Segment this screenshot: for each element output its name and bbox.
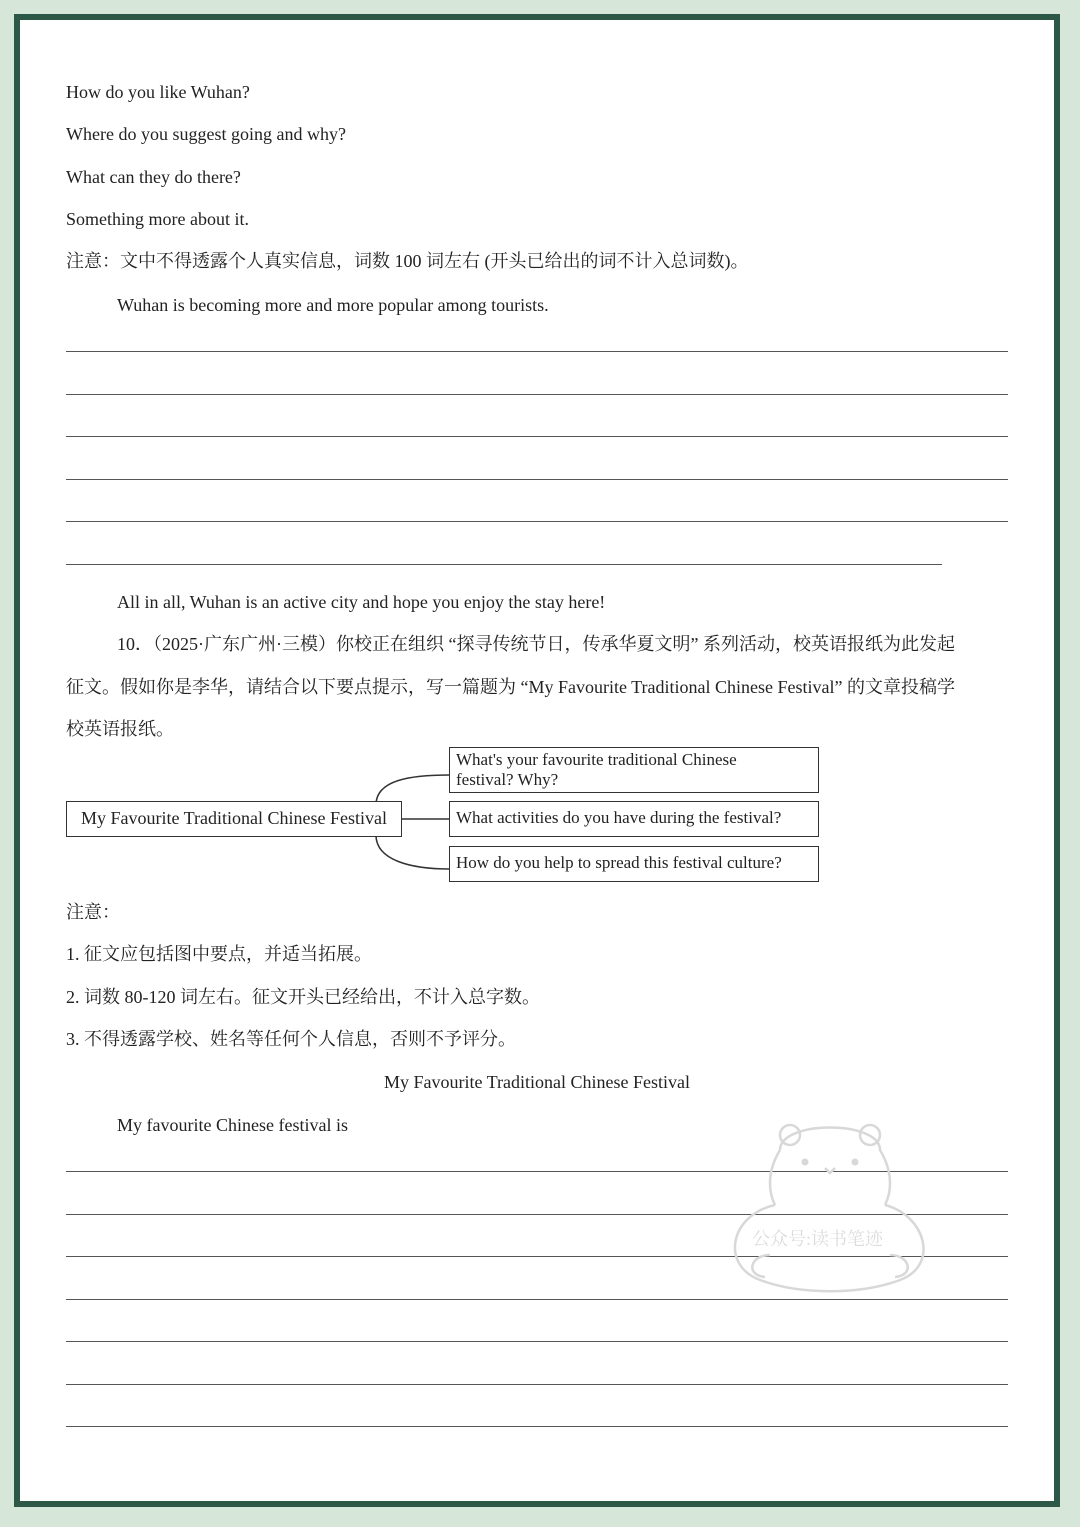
prompt-q2: Where do you suggest going and why? <box>66 124 346 144</box>
notes-item-2: 2. 词数 80-120 词左右。征文开头已经给出，不计入总字数。 <box>66 987 540 1007</box>
question-10-line1: 10．（2025·广东广州·三模）你校正在组织 “探寻传统节日，传承华夏文明” 系列活动，校英语报纸为此发起 <box>117 634 955 654</box>
writing-line <box>66 1299 1008 1300</box>
mindmap-center-box <box>66 801 402 837</box>
bear-icon <box>720 1105 935 1295</box>
prompt-q1: How do you like Wuhan? <box>66 82 250 102</box>
prompt-q4: Something more about it. <box>66 209 249 229</box>
mindmap-branch-2-label: What activities do you have during the festival? <box>456 808 782 827</box>
writing-line <box>66 1426 1008 1427</box>
bear-watermark <box>720 1105 935 1295</box>
watermark-text: 公众号:读书笔迹 <box>752 1229 884 1249</box>
mindmap-branch-3-label: How do you help to spread this festival culture? <box>456 853 782 872</box>
worksheet-page <box>14 14 1060 1507</box>
writing-line <box>66 1384 1008 1385</box>
question-10-line2: 征文。假如你是李华，请结合以下要点提示，写一篇题为 “My Favourite Traditional Chinese Festival” 的文章投稿学 <box>66 677 955 697</box>
essay-opening-festival: My favourite Chinese festival is <box>117 1115 348 1135</box>
notes-heading: 注意： <box>66 902 120 922</box>
prompt-q3: What can they do there? <box>66 167 241 187</box>
mindmap-branch-1-line2: festival? Why? <box>456 770 559 789</box>
writing-line <box>66 1341 1008 1342</box>
question-10-line3: 校英语报纸。 <box>66 719 174 739</box>
note-word-count: 注意：文中不得透露个人真实信息，词数 100 词左右 (开头已给出的词不计入总词数)。 <box>66 251 749 271</box>
notes-item-1: 1. 征文应包括图中要点，并适当拓展。 <box>66 944 372 964</box>
mindmap-branch-2 <box>449 801 819 837</box>
essay-title: My Favourite Traditional Chinese Festival <box>384 1072 690 1092</box>
mindmap-center-label: My Favourite Traditional Chinese Festival <box>81 808 387 828</box>
mindmap-branch-1-line1: What's your favourite traditional Chinese <box>456 750 737 769</box>
essay-opening-wuhan: Wuhan is becoming more and more popular among tourists. <box>117 295 549 315</box>
notes-item-3: 3. 不得透露学校、姓名等任何个人信息，否则不予评分。 <box>66 1029 516 1049</box>
mindmap-branch-1 <box>449 747 819 793</box>
mindmap-branch-3 <box>449 846 819 882</box>
essay-closing-wuhan: All in all, Wuhan is an active city and hope you enjoy the stay here! <box>117 592 606 612</box>
